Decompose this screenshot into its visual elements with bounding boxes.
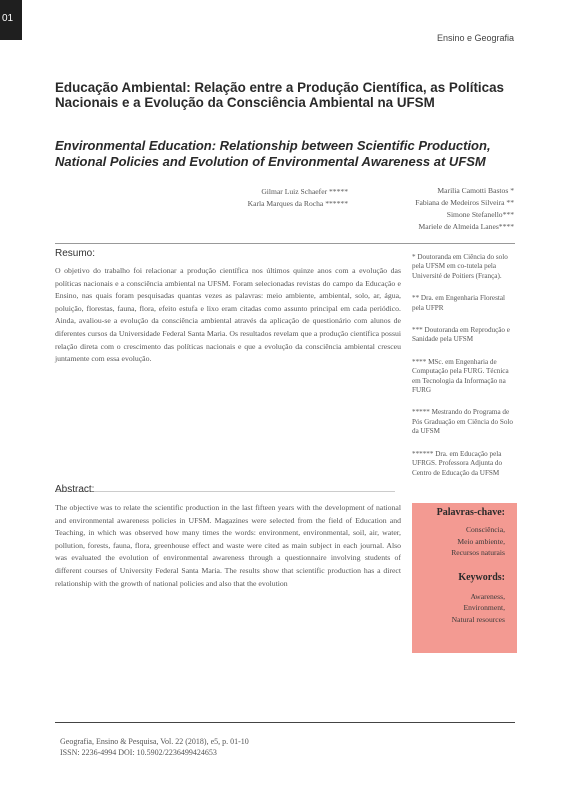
footer-issn-doi: ISSN: 2236-4994 DOI: 10.5902/2236499424653 [60, 747, 217, 757]
author-note: ***** Mestrando do Programa de Pós Graduação em Ciência do Solo da UFSM [412, 408, 513, 436]
section-label: Ensino e Geografia [436, 33, 514, 43]
keywords-pt-heading: Palavras-chave: [436, 507, 505, 518]
footer-journal: Geografia, Ensino & Pesquisa, Vol. 22 (2018), e5, p. 01-10 [60, 737, 249, 746]
keyword: Meio ambiente, [457, 536, 505, 546]
keyword: Awareness, [470, 591, 505, 601]
keywords-box [412, 503, 517, 653]
author-note: ** Dra. em Engenharia Florestal pela UFPR [412, 294, 505, 312]
author-name: Karla Marques da Rocha ****** [247, 199, 348, 208]
footer-divider [55, 722, 515, 723]
author-note: **** MSc. em Engenharia de Computação pela FURG. Técnica em Tecnologia da Informação na FURG [412, 357, 509, 395]
author-note: *** Doutoranda em Reprodução e Sanidade pela UFSM [412, 326, 510, 344]
title-portuguese: Educação Ambiental: Relação entre a Produção Científica, as Políticas Nacionais e a Evolução da Consciência Ambiental na UFSM [55, 80, 504, 110]
keyword: Natural resources [451, 614, 505, 624]
author-name: Marilia Camotti Bastos * [437, 186, 514, 195]
resumo-heading: Resumo: [55, 248, 96, 259]
keywords-en-heading: Keywords: [458, 571, 505, 583]
authors-left-column [248, 186, 348, 210]
abstract-divider [55, 491, 395, 492]
keywords-pt-list [412, 524, 517, 559]
page-number: 01 [0, 0, 22, 40]
author-name: Fabiana de Medeiros Silveira ** [415, 198, 514, 207]
author-name: Mariele de Almeida Lanes**** [418, 222, 514, 231]
title-english: Environmental Education: Relationship between Scientific Production, National Policies and Evolution of Environmental Awareness at UFSM [55, 138, 491, 169]
abstract-heading: Abstract: [55, 484, 95, 495]
author-notes [412, 253, 514, 491]
author-note: * Doutoranda em Ciência do solo pela UFSM em co-tutela pela Université de Poitiers (França). [412, 253, 508, 280]
keyword: Environment, [463, 603, 505, 612]
author-name: Gilmar Luiz Schaefer ***** [261, 187, 348, 196]
author-name: Simone Stefanello*** [446, 210, 514, 219]
resumo-divider [55, 243, 515, 244]
resumo-paragraph: O objetivo do trabalho foi relacionar a produção científica nos últimos quinze anos com a evolução das políticas nacionais e a consciência ambiental na UFSM. Foram selecionadas revistas do campo da Educação e Ensino, nas quais foram pesquisadas quantas vezes as palavras: meio ambiente, ambiental, solo, ar, água, poluição, florestas, fauna, flora, efeito estufa e lixo eram citadas como assunto principal em cada periódico. Ainda, avaliou-se a evolução da consciência ambiental através da aplicação de questionário com alunos de diferentes cursos da Universidade Federal Santa Maria. Os resultados revelam que a produção científica possui relação direta com o crescimento das políticas nacionais e que a evolução da consciência ambiental cresceu juntamente com essa evolução. [55, 266, 401, 364]
authors-right-column [415, 185, 514, 233]
footer-citation [60, 737, 249, 758]
keywords-en-list [412, 591, 517, 626]
keyword: Recursos naturais [451, 548, 505, 557]
author-note: ****** Dra. em Educação pela UFRGS. Professora Adjunta do Centro de Educação da UFSM [412, 449, 503, 477]
abstract-text [55, 502, 401, 590]
resumo-text [55, 265, 401, 366]
keyword: Consciência, [465, 525, 505, 534]
abstract-paragraph: The objective was to relate the scientific production in the last fifteen years with the development of national and environmental awareness policies in UFSM. Magazines were selected from the field of Education and Teaching, in which was observed how many times the words: environment, environmental, soil, air, water, pollution, forests, fauna, flora, greenhouse effect and waste were cited as main subject in each journal. Also was evaluated the evolution of environmental awareness through a questionnaire involving students of different courses of University Federal Santa Maria. The results show that scientific production has a direct relationship with the growth of national policies and also that the evolution [55, 503, 401, 588]
